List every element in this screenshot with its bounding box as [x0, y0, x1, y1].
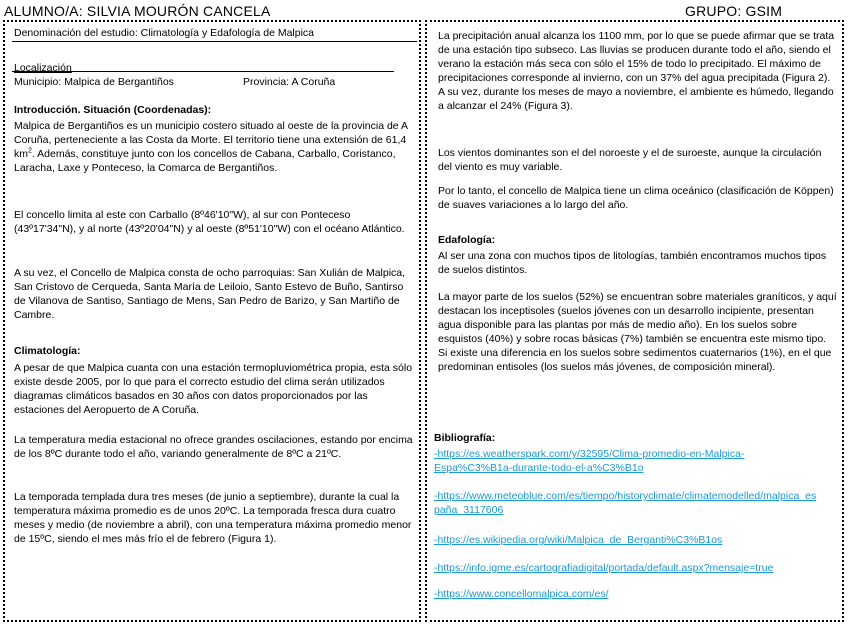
- provincia: Provincia: A Coruña: [243, 76, 336, 88]
- biblio-link-concello[interactable]: -https://www.concellomalpica.com/es/: [434, 588, 609, 600]
- clima-paragraph-1: A pesar de que Malpica cuanta con una estación termopluviométrica propia, esta sólo existe desde 2005, por lo que para el correcto estudio del clima serán utilizados diagramas climáticos basados en 30 años con datos proporcionados por las estaciones del Aeropuerto de A Coruña.: [14, 362, 413, 416]
- clima-paragraph-2: La temperatura media estacional no ofrece grandes oscilaciones, estando por encima de los 8ºC durante todo el año, variando generalmente de 8ºC a 21ºC.: [14, 434, 413, 460]
- biblio-link-igme[interactable]: -https://info.igme.es/cartografiadigital/portada/default.aspx?mensaje=true: [434, 562, 774, 574]
- intro-p1-sup: 2: [28, 147, 32, 155]
- location-underline: [12, 71, 394, 72]
- intro-p1-a: Malpica de Bergantiños es un municipio costero situado al oeste de la provincia de A Coruña, perteneciente a las Costa da Morte. El territorio tiene una extensión de 61,4 km: [14, 120, 408, 160]
- biblio-link-wikipedia[interactable]: -https://es.wikipedia.org/wiki/Malpica_de_Berganti%C3%B1os: [434, 534, 723, 546]
- clima-heading: Climatología:: [14, 345, 81, 357]
- intro-heading: Introducción. Situación (Coordenadas):: [14, 104, 212, 116]
- edaf-paragraph-2: La mayor parte de los suelos (52%) se encuentran sobre materiales graníticos, y aquí destacan los inceptisoles (suelos jóvenes con un desarrollo incipiente, presentan agua disponible para las plantas por más de medio año). En los suelos sobre esquistos (40%) y sobre rocas básicas (7%) también se encuentra este mismo tipo. Si existe una diferencia en los suelos sobre sedimentos cuaternarios (1%), en el que predominan entisoles (los suelos más jóvenes, de composición mineral).: [438, 291, 837, 373]
- study-name: Denominación del estudio: Climatología y Edafología de Malpica: [14, 27, 315, 39]
- intro-paragraph-3: A su vez, el Concello de Malpica consta de ocho parroquias: San Xulián de Malpica, San Cristovo de Cerqueda, Santa María de Leiloio, Santo Estevo de Buño, Santirso de Vilanova de Santiso, Santiago de Mens, San Pedro de Barizo, y San Martiño de Cambre.: [14, 267, 406, 321]
- biblio-link-weatherspark[interactable]: -https://es.weatherspark.com/y/32595/Clima-promedio-en-Malpica-Espa%C3%B1a-durante-todo-el-a%C3%B1o: [434, 448, 745, 474]
- wind-paragraph: Los vientos dominantes son el del noroeste y el de suroeste, aunque la circulación del viento es muy variable.: [438, 147, 822, 173]
- group-label: GRUPO: GSIM: [685, 3, 783, 19]
- clima-paragraph-3: La temporada templada dura tres meses (de junio a septiembre), durante la cual la temperatura máxima promedio es de unos 20ºC. La temporada fresca dura cuatro meses y medio (de noviembre a abril), con una temperatura máxima promedio menor de 15ºC, siendo el mes más frío el de febrero (Figura 1).: [14, 491, 412, 545]
- biblio-heading: Bibliografía:: [434, 432, 496, 444]
- left-column: [3, 20, 421, 622]
- student-name: ALUMNO/A: SILVIA MOURÓN CANCELA: [4, 3, 271, 19]
- edaf-heading: Edafología:: [438, 234, 496, 246]
- edaf-paragraph-1: Al ser una zona con muchos tipos de litologías, también encontramos muchos tipos de suelos distintos.: [438, 250, 827, 276]
- location-label: Localización: [14, 62, 72, 74]
- right-column: [425, 20, 844, 622]
- study-underline: [12, 41, 417, 42]
- intro-paragraph-2: El concello limita al este con Carballo (8º46'10"W), al sur con Ponteceso (43º17'34"N), y al norte (43º20'04"N) y al oeste (8º51'10"W) con el océano Atlántico.: [14, 209, 405, 235]
- municipio: Municipio: Malpica de Bergantiños: [14, 76, 174, 88]
- intro-p1-b: . Además, constituye junto con los concellos de Cabana, Carballo, Coristanco, Laracha, Laxe y Ponteceso, la Comarca de Bergantiños.: [14, 148, 396, 174]
- intro-paragraph-1: [14, 119, 414, 175]
- biblio-link-meteoblue[interactable]: -https://www.meteoblue.com/es/tiempo/historyclimate/climatemodelled/malpica_españa_3117606: [434, 490, 817, 516]
- precip-paragraph: La precipitación anual alcanza los 1100 mm, por lo que se puede afirmar que se trata de una estación tipo subseco. Las lluvias se producen durante todo el año, siendo el verano la estación más seca con sólo el 15% de todo lo precipitado. El máximo de precipitaciones corresponde al invierno, con un 37% del agua precipitada (Figura 2). A su vez, durante los meses de mayo a noviembre, el ambiente es húmedo, llegando a alcanzar el 24% (Figura 3).: [438, 30, 835, 112]
- climate-summary-paragraph: Por lo tanto, el concello de Malpica tiene un clima oceánico (clasificación de Köppen) de suaves variaciones a lo largo del año.: [438, 185, 834, 211]
